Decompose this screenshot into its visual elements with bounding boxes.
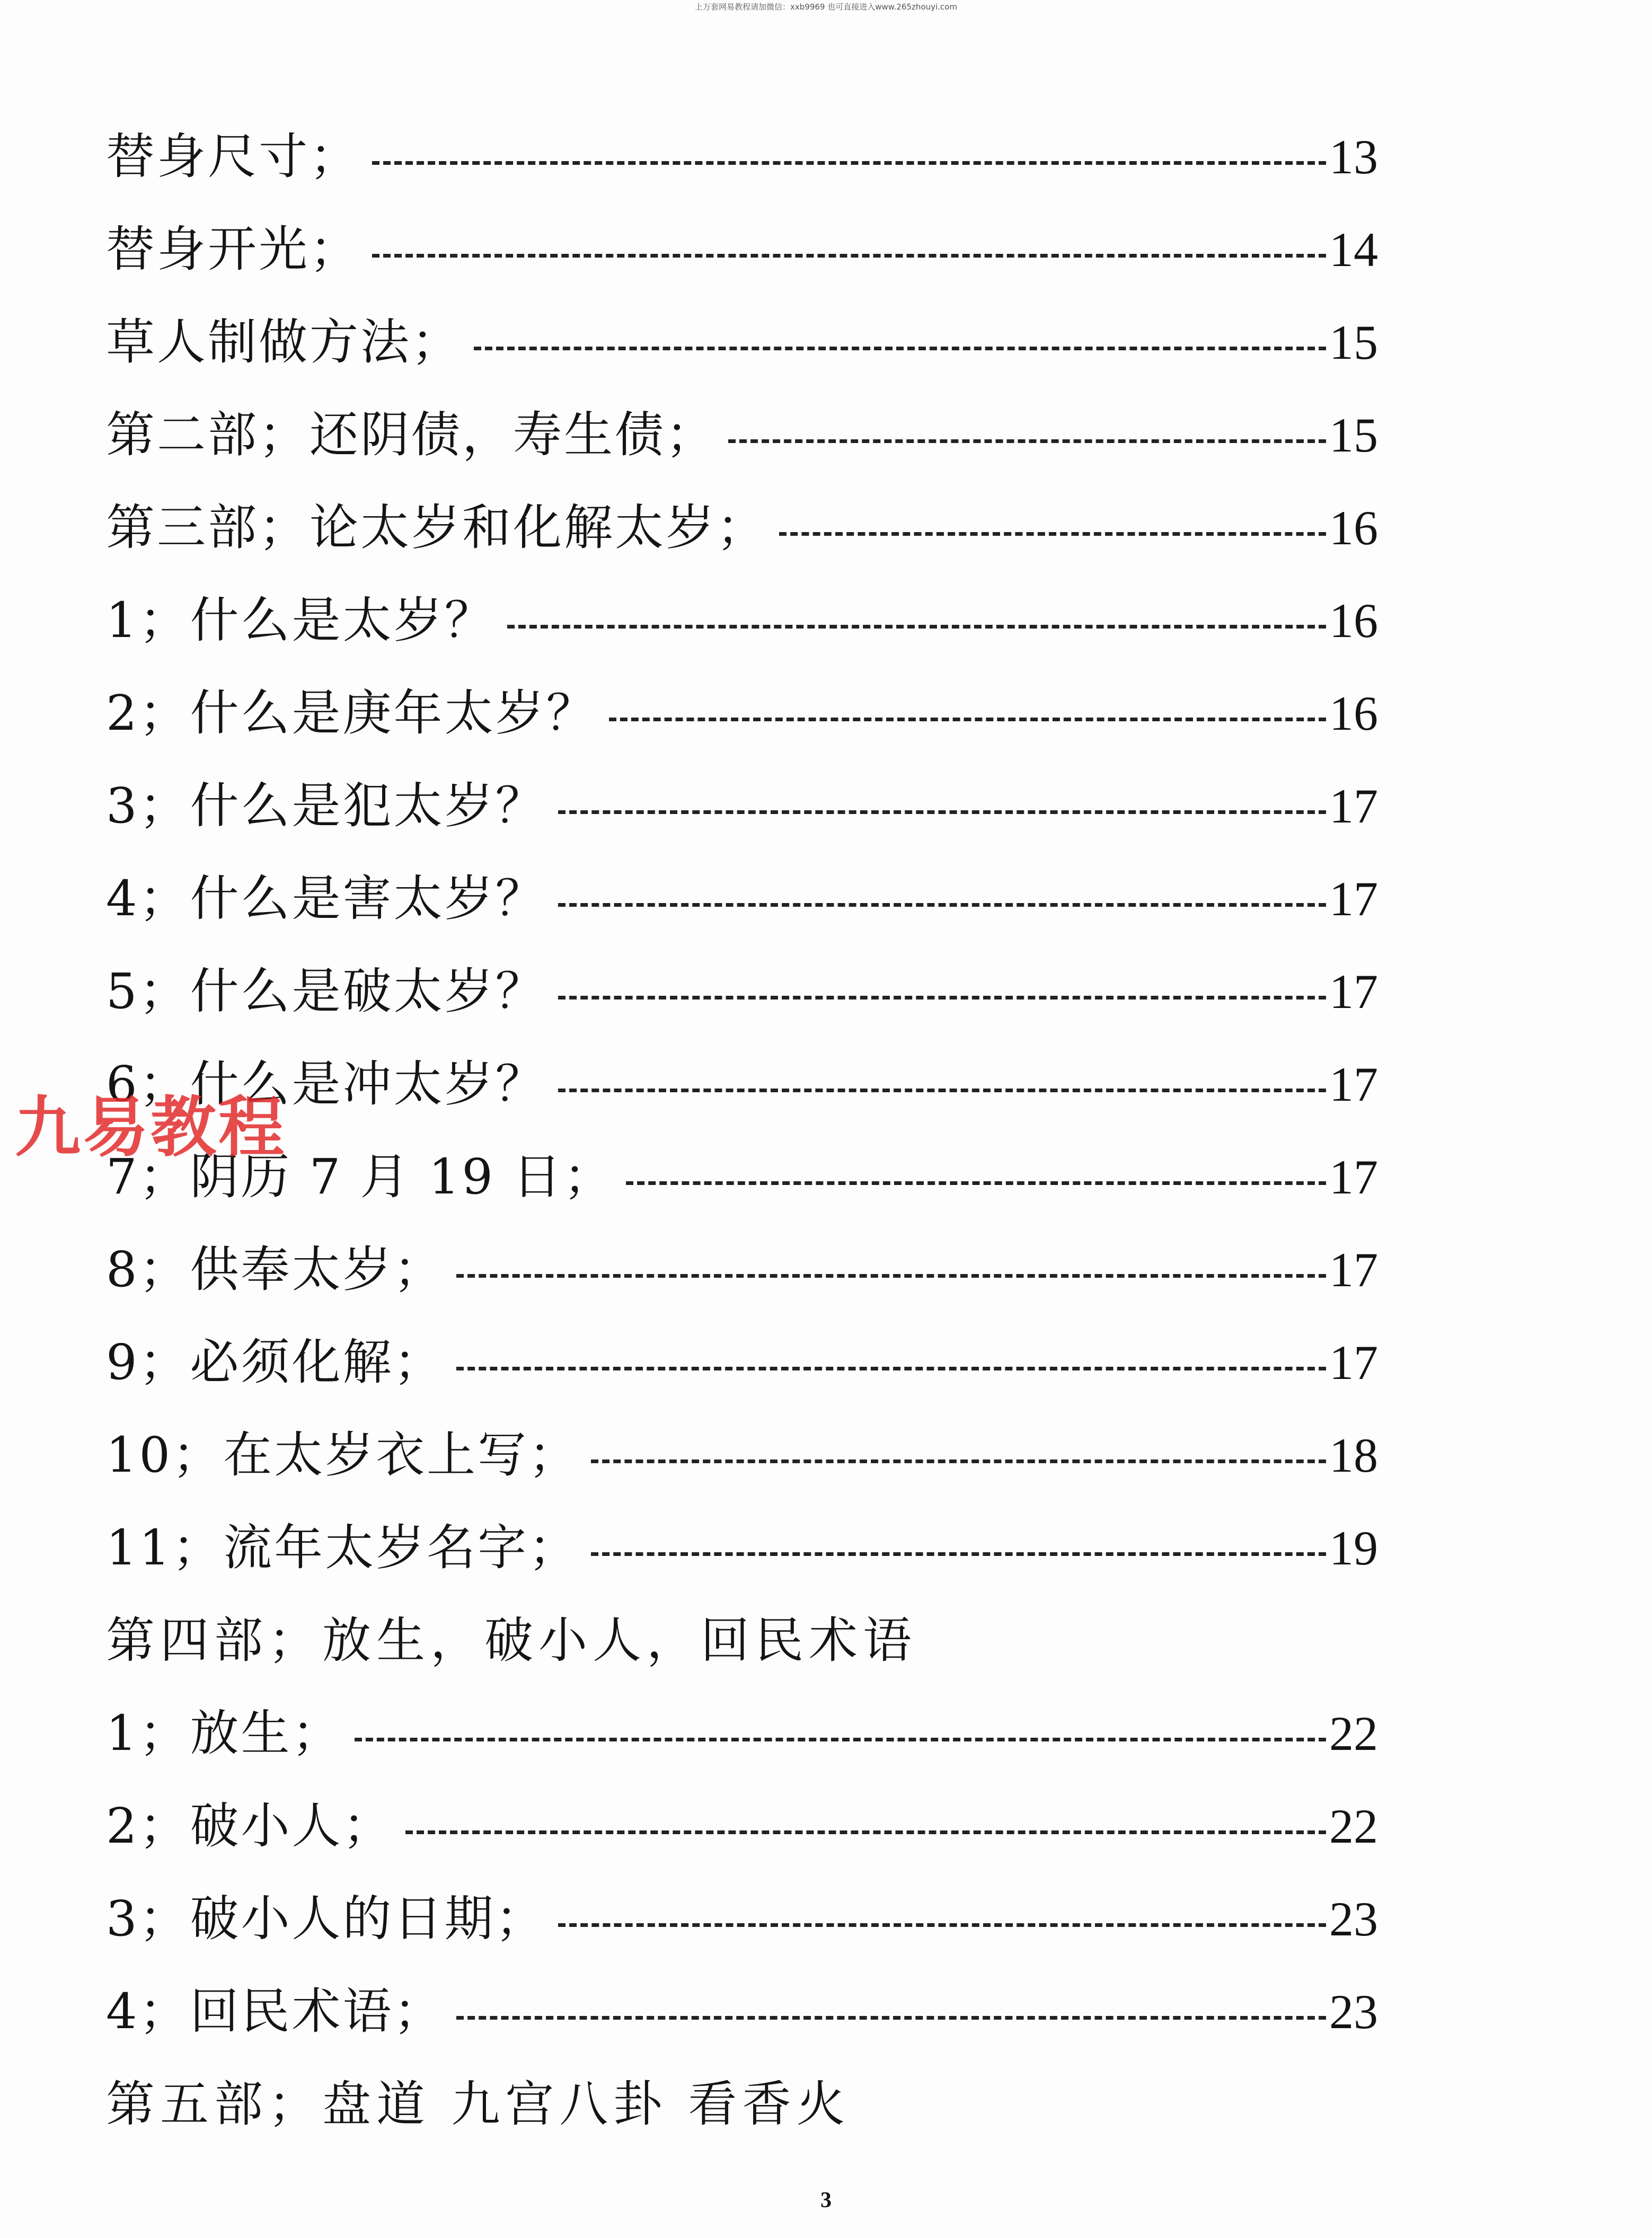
dotted-leader — [558, 1089, 1326, 1092]
toc-entry-page: 16 — [1329, 593, 1378, 648]
dotted-leader — [507, 625, 1326, 629]
toc-entry[interactable] — [106, 1872, 1378, 1965]
toc-entry-label: 2；什么是庚年太岁？ — [106, 684, 597, 741]
toc-entry-page: 17 — [1329, 1242, 1378, 1297]
toc-entry[interactable] — [106, 1501, 1378, 1594]
toc-entry[interactable] — [106, 1316, 1378, 1409]
toc-entry[interactable] — [106, 110, 1378, 203]
dotted-leader — [558, 996, 1326, 999]
toc-entry[interactable] — [106, 296, 1378, 388]
section-heading-label: 第四部；放生，破小人，回民术语 — [106, 1612, 917, 1669]
toc-entry-label: 第三部；论太岁和化解太岁； — [106, 499, 768, 556]
dotted-leader — [355, 1738, 1326, 1741]
toc-entry-page: 22 — [1329, 1706, 1378, 1761]
toc-entry-page: 13 — [1329, 129, 1378, 184]
toc-entry-page: 16 — [1329, 686, 1378, 740]
toc-entry-label: 3；破小人的日期； — [106, 1890, 546, 1947]
toc-entry-label: 8；供奉太岁； — [106, 1241, 445, 1298]
toc-entry-label: 5；什么是破太岁？ — [106, 962, 546, 1020]
toc-entry-page: 23 — [1329, 1891, 1378, 1946]
dotted-leader — [456, 2016, 1326, 2020]
toc-entry[interactable] — [106, 388, 1378, 481]
toc-entry-page: 23 — [1329, 1984, 1378, 2039]
toc-entry-page: 15 — [1329, 315, 1378, 369]
toc-entry-page: 16 — [1329, 500, 1378, 555]
toc-entry-label: 替身开光； — [106, 220, 361, 278]
dotted-leader — [558, 1923, 1326, 1927]
dotted-leader — [372, 254, 1326, 258]
toc-entry[interactable] — [106, 852, 1378, 945]
toc-section-heading[interactable] — [106, 1594, 1378, 1687]
toc-entry-label: 草人制做方法； — [106, 313, 463, 370]
toc-entry[interactable] — [106, 1965, 1378, 2058]
header-note: 上万套网易教程请加微信：xxb9969 也可直接进入www.265zhouyi.com — [695, 2, 957, 12]
dotted-leader — [626, 1181, 1326, 1185]
toc-entry-page: 15 — [1329, 408, 1378, 462]
toc-entry[interactable] — [106, 667, 1378, 759]
toc-entry[interactable] — [106, 481, 1378, 574]
toc-entry-page: 22 — [1329, 1799, 1378, 1853]
dotted-leader — [558, 810, 1326, 814]
dotted-leader — [405, 1830, 1326, 1834]
toc-entry[interactable] — [106, 1223, 1378, 1316]
toc-entry-label: 4；回民术语； — [106, 1983, 445, 2040]
toc-entry-label: 4；什么是害太岁？ — [106, 870, 546, 927]
toc-section-heading[interactable] — [106, 2058, 1378, 2151]
toc-entry-label: 替身尺寸； — [106, 128, 361, 185]
toc-entry-page: 17 — [1329, 1335, 1378, 1390]
dotted-leader — [609, 718, 1326, 721]
dotted-leader — [456, 1367, 1326, 1370]
toc-entry[interactable] — [106, 945, 1378, 1038]
toc-entry-label: 1；放生； — [106, 1704, 343, 1762]
toc-entry-label: 1；什么是太岁？ — [106, 591, 496, 649]
toc-entry[interactable] — [106, 574, 1378, 667]
toc-entry-label: 11；流年太岁名字； — [106, 1519, 580, 1576]
toc-entry[interactable] — [106, 1687, 1378, 1780]
toc-entry-page: 17 — [1329, 1057, 1378, 1111]
toc-entry-label: 10；在太岁衣上写； — [106, 1426, 580, 1483]
table-of-contents — [106, 110, 1378, 2151]
watermark-logo: 九易教程 — [15, 1090, 287, 1166]
toc-entry-label: 2；破小人； — [106, 1797, 394, 1854]
toc-entry-page: 17 — [1329, 871, 1378, 926]
toc-entry[interactable] — [106, 203, 1378, 296]
dotted-leader — [728, 439, 1326, 443]
toc-entry-label: 第二部；还阴债，寿生债； — [106, 406, 717, 463]
dotted-leader — [372, 161, 1326, 165]
toc-entry-page: 17 — [1329, 964, 1378, 1019]
toc-entry-page: 17 — [1329, 1149, 1378, 1204]
dotted-leader — [474, 347, 1326, 350]
toc-entry[interactable] — [106, 1780, 1378, 1872]
toc-entry-page: 19 — [1329, 1520, 1378, 1575]
toc-entry[interactable] — [106, 1130, 1378, 1223]
toc-entry-label: 7；阴历 7 月 19 日； — [106, 1148, 615, 1205]
dotted-leader — [779, 532, 1326, 536]
page-number: 3 — [820, 2188, 832, 2213]
toc-entry[interactable] — [106, 1409, 1378, 1501]
toc-entry[interactable] — [106, 1038, 1378, 1130]
toc-entry-page: 18 — [1329, 1428, 1378, 1482]
toc-entry-label: 3；什么是犯太岁？ — [106, 777, 546, 834]
toc-entry[interactable] — [106, 759, 1378, 852]
toc-entry-page: 17 — [1329, 779, 1378, 833]
toc-entry-page: 14 — [1329, 222, 1378, 277]
toc-entry-label: 6；什么是冲太岁？ — [106, 1055, 546, 1112]
dotted-leader — [558, 903, 1326, 907]
section-heading-label: 第五部；盘道 九宫八卦 看香火 — [106, 2075, 851, 2133]
dotted-leader — [591, 1552, 1326, 1556]
toc-entry-label: 9；必须化解； — [106, 1333, 445, 1391]
dotted-leader — [456, 1274, 1326, 1278]
dotted-leader — [591, 1459, 1326, 1463]
